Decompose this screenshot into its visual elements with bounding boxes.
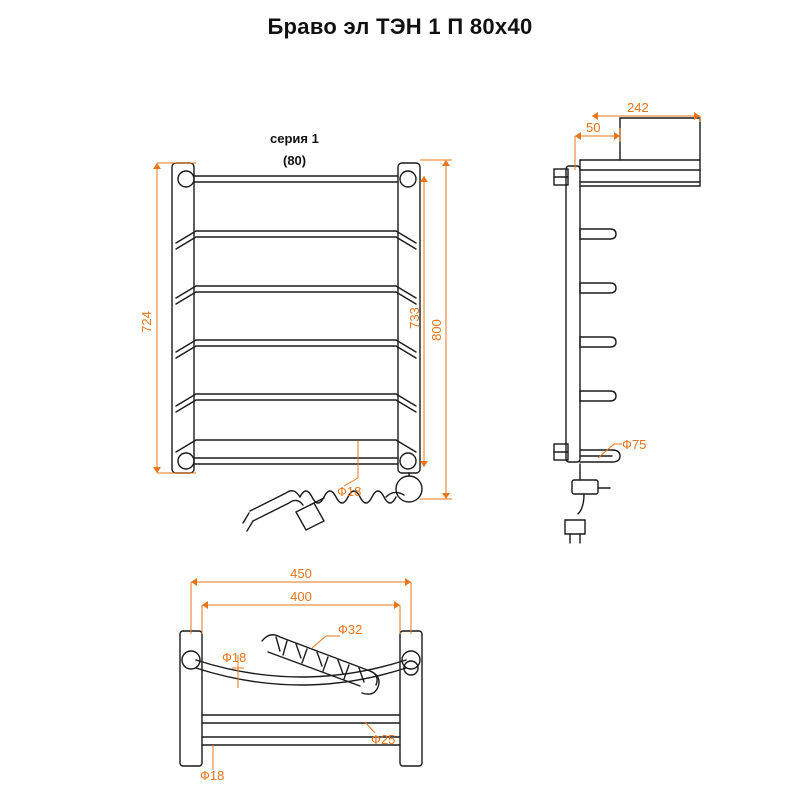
dim-diameter-18-front: Ф18 bbox=[337, 484, 362, 499]
dim-diameter-18-top: Ф18 bbox=[222, 650, 247, 665]
dim-width-450: 450 bbox=[290, 566, 312, 581]
dim-depth-242: 242 bbox=[627, 100, 649, 115]
dim-diameter-18-bottom: Ф18 bbox=[200, 768, 225, 783]
dim-width-400: 400 bbox=[290, 589, 312, 604]
dimension-labels bbox=[139, 100, 649, 783]
dim-diameter-75: Ф75 bbox=[622, 437, 647, 452]
dim-diameter-32: Ф32 bbox=[338, 622, 363, 637]
dim-height-724: 724 bbox=[139, 311, 154, 333]
series-label-line1: серия 1 bbox=[270, 131, 319, 146]
series-label-line2: (80) bbox=[283, 153, 307, 168]
dimension-lines bbox=[153, 112, 700, 770]
dim-height-800: 800 bbox=[429, 319, 444, 341]
side-view-geometry bbox=[554, 118, 700, 543]
front-view-geometry bbox=[172, 163, 422, 531]
dim-height-733: 733 bbox=[407, 307, 422, 329]
page-title: Браво эл ТЭН 1 П 80x40 bbox=[267, 14, 533, 39]
dim-depth-50: 50 bbox=[586, 120, 601, 135]
dim-diameter-25: Ф25 bbox=[371, 732, 396, 747]
